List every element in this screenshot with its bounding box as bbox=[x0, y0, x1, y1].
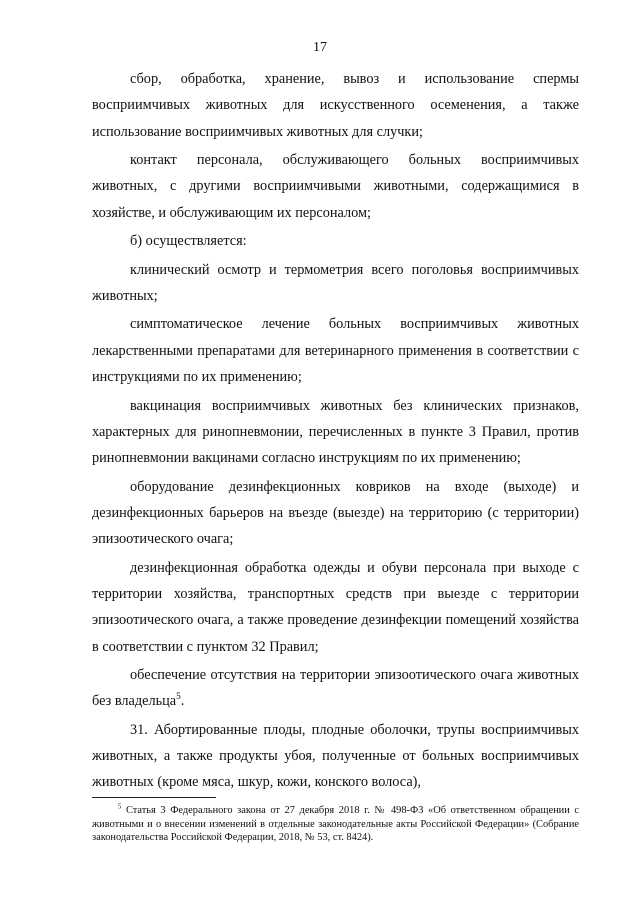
paragraph-31-aborted-fetuses: 31. Абортированные плоды, плодные оболочки, трупы восприимчивых животных, а также продукты убоя, полученные от больных восприимчивых животных (кроме мяса, шкур, кожи, конского волоса), bbox=[92, 721, 579, 791]
paragraph-clinical-examination: клинический осмотр и термометрия всего поголовья восприимчивых животных; bbox=[92, 261, 579, 304]
footnote-marker: 5 bbox=[118, 803, 122, 811]
paragraph-stray-animals-text: обеспечение отсутствия на территории эпизоотического очага животных без владельца bbox=[92, 667, 579, 710]
paragraph-stray-animals-period: . bbox=[180, 693, 185, 710]
paragraph-disinfection-treatment: дезинфекционная обработка одежды и обуви персонала при выходе с территории хозяйства, транспортных средств при выезде с территории эпизоотического очага, а также проведение дезинфекции помещений хозяйства в соответствии с пунктом 32 Правил; bbox=[92, 559, 579, 655]
paragraph-symptomatic-treatment: симптоматическое лечение больных восприимчивых животных лекарственными препаратами для ветеринарного применения в соответствии с инструкциями по их применению; bbox=[92, 316, 579, 386]
footnote-separator bbox=[92, 797, 216, 798]
paragraph-stray-animals bbox=[92, 662, 579, 715]
page-number: 17 bbox=[313, 40, 327, 55]
paragraph-disinfection-mats: оборудование дезинфекционных ковриков на входе (выходе) и дезинфекционных барьеров на въезде (выезде) на территорию (с территории) эпизоотического очага; bbox=[92, 478, 579, 548]
footnote bbox=[92, 804, 579, 845]
footnote-text: Статья 3 Федерального закона от 27 декабря 2018 г. № 498-ФЗ «Об ответственном обращении с животными и о внесении изменений в отдельные законодательные акты Российской Федерации» (Собрание законодательства Российской Федерации, 2018, № 53, ст. 8424). bbox=[92, 805, 579, 844]
document-body bbox=[92, 66, 579, 798]
paragraph-sperm-collection: сбор, обработка, хранение, вывоз и использование спермы восприимчивых животных для искусственного осеменения, а также использование восприимчивых животных для случки; bbox=[92, 71, 579, 140]
footnote-reference[interactable]: 5 bbox=[176, 692, 181, 703]
paragraph-personnel-contact: контакт персонала, обслуживающего больных восприимчивых животных, с другими восприимчивыми животными, содержащимися в хозяйстве, и обслуживающим их персоналом; bbox=[92, 152, 579, 221]
paragraph-carried-out-heading: б) осуществляется: bbox=[130, 233, 247, 250]
paragraph-vaccination: вакцинация восприимчивых животных без клинических признаков, характерных для ринопневмонии, перечисленных в пункте 3 Правил, против ринопневмонии вакцинами согласно инструкциям по их применению; bbox=[92, 397, 579, 467]
